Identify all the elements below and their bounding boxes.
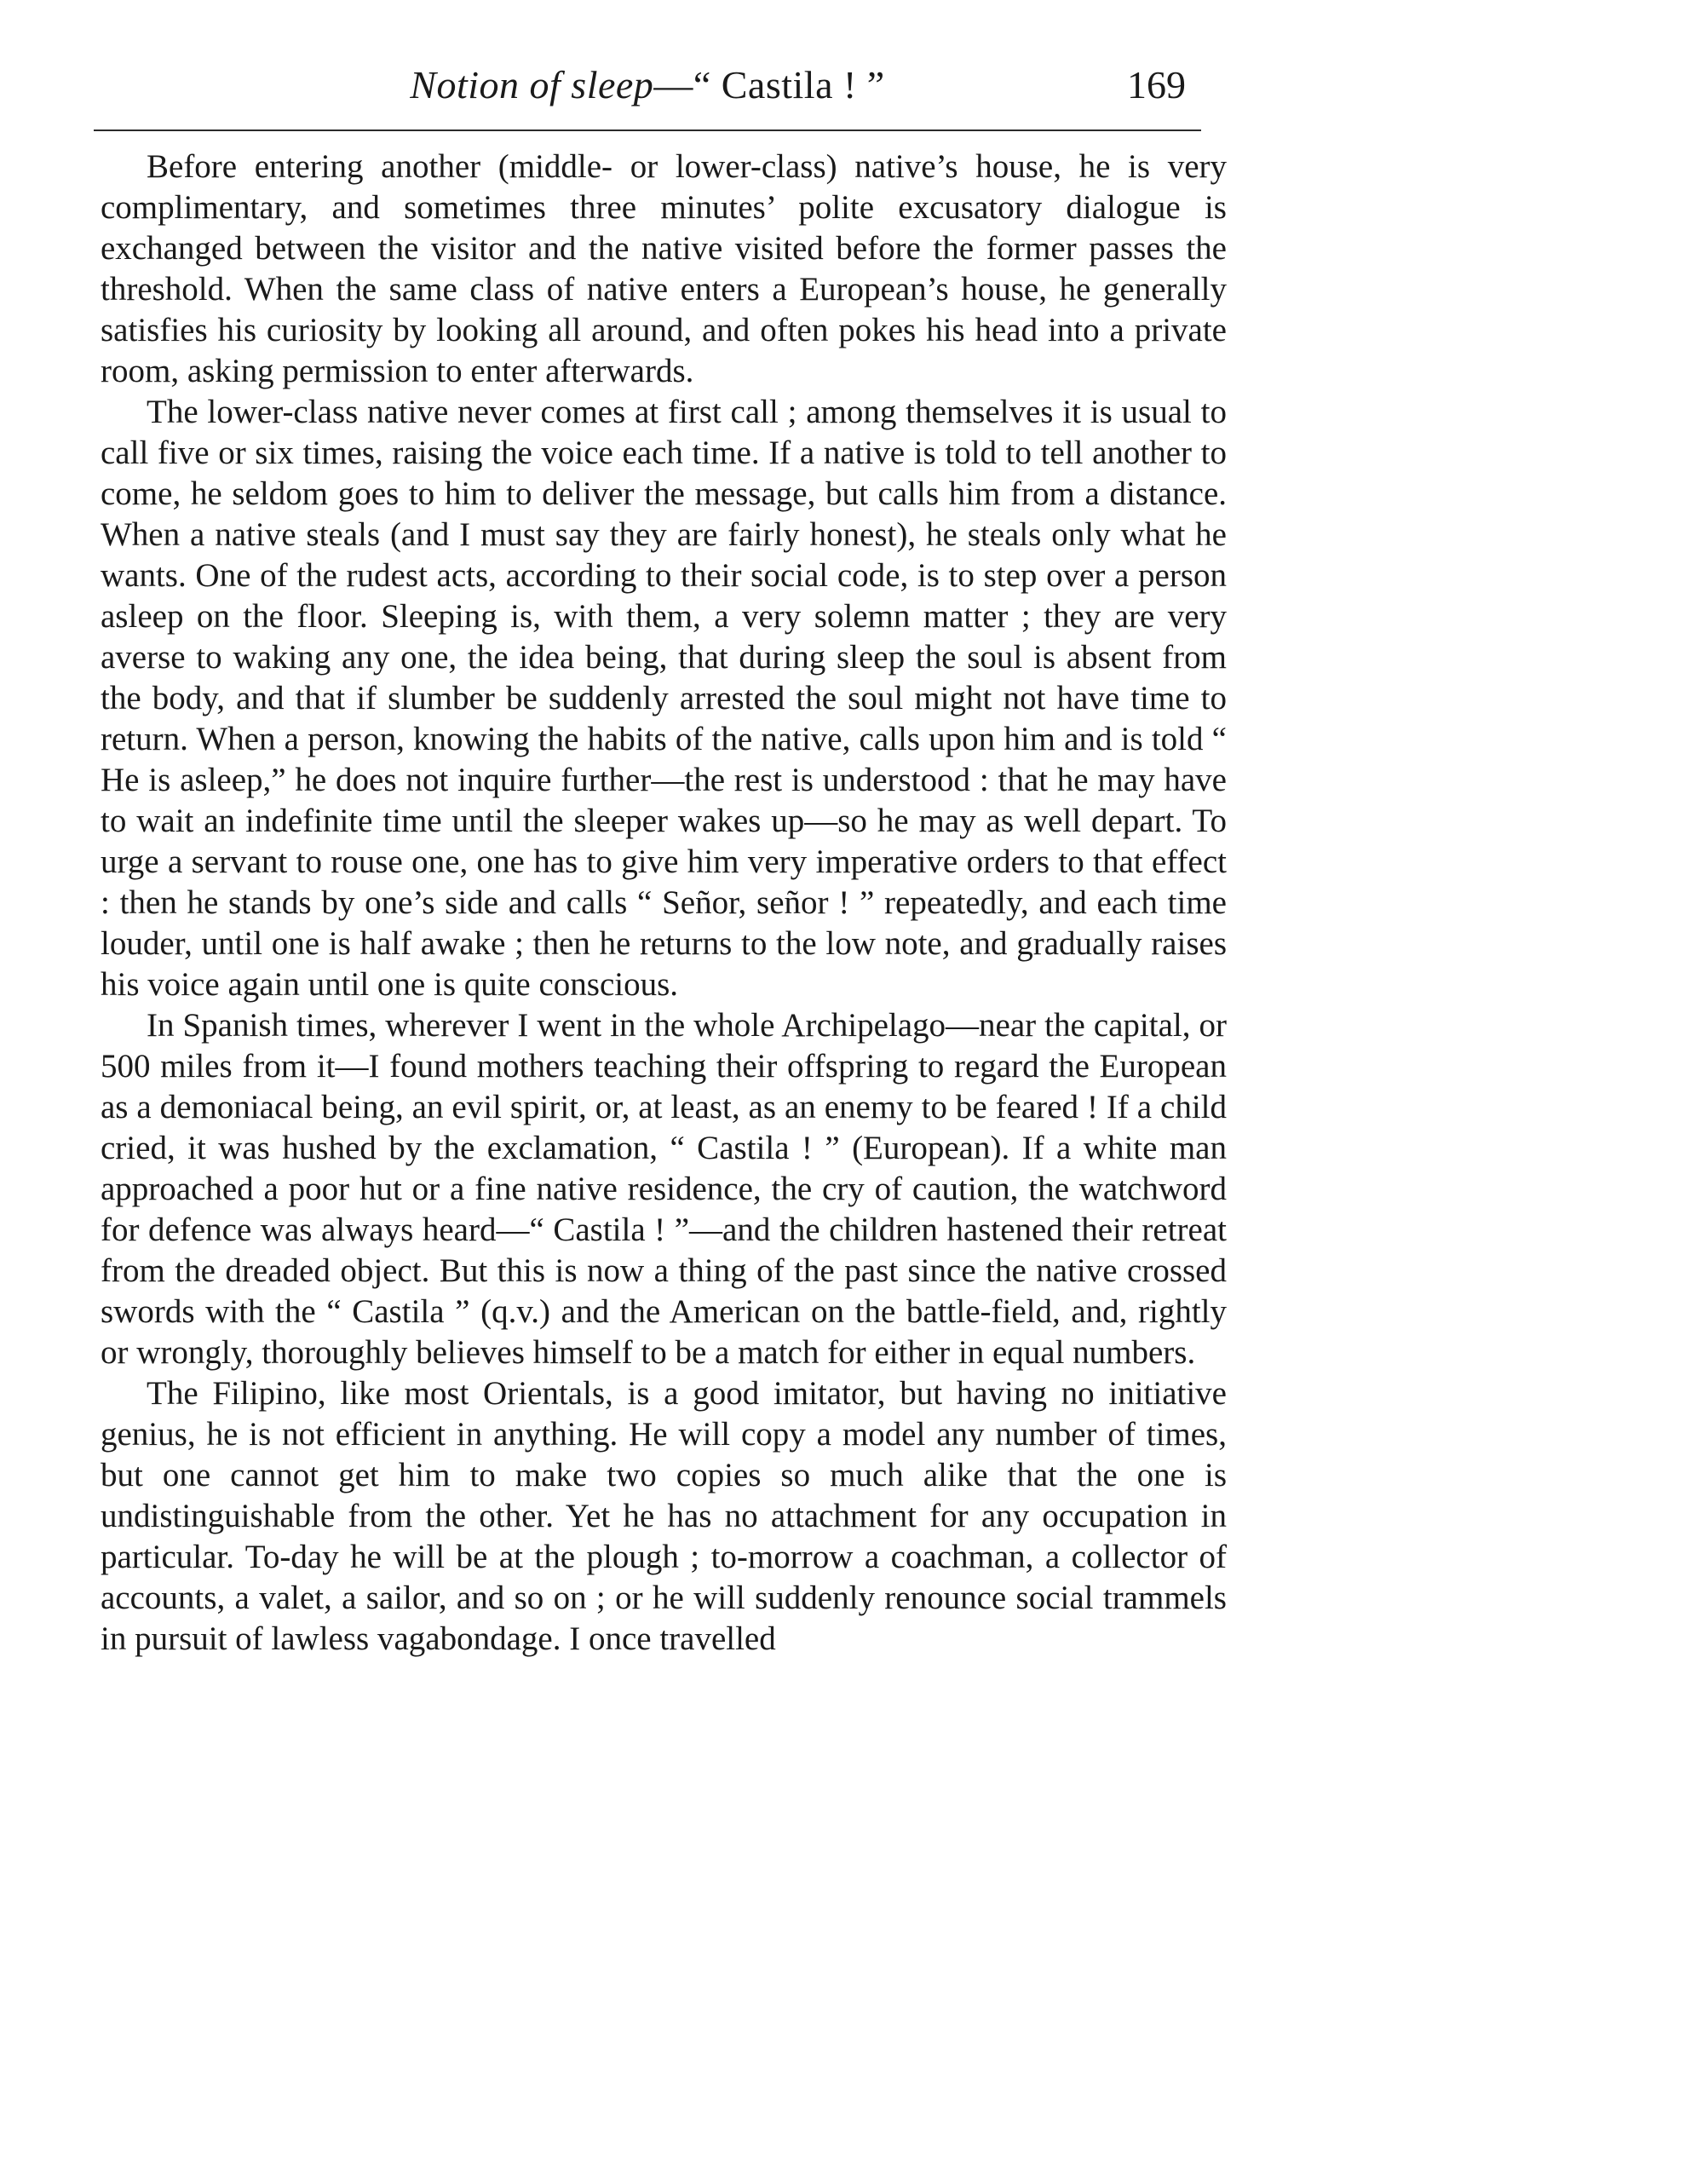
header-rule — [94, 129, 1201, 131]
page-number: 169 — [1127, 63, 1186, 106]
running-header — [94, 44, 1201, 129]
running-title — [94, 44, 1201, 126]
running-title-quote: —“ Castila ! ” — [653, 63, 885, 106]
body-text — [101, 147, 1227, 1660]
paragraph: Before entering another (middle- or lower-class) native’s house, he is very complimentary, and sometimes three minutes’ polite excusatory dialogue is exchanged between the visitor and the native visited before the former passes the threshold. When the same class of native enters a European’s house, he generally satisfies his curiosity by looking all around, and often pokes his head into a private room, asking permission to enter afterwards. — [101, 148, 1227, 389]
paragraph: The lower-class native never comes at first call ; among themselves it is usual to call five or six times, raising the voice each time. If a native is told to tell another to come, he seldom goes to him to deliver the message, but calls him from a distance. When a native steals (and I must say they are fairly honest), he steals only what he wants. One of the rudest acts, according to their social code, is to step over a person asleep on the floor. Sleeping is, with them, a very solemn matter ; they are very averse to waking any one, the idea being, that during sleep the soul is absent from the body, and that if slumber be suddenly arrested the soul might not have time to return. When a person, knowing the habits of the native, calls upon him and is told “ He is asleep,” he does not inquire further—the rest is understood : that he may have to wait an indefinite time until the sleeper wakes up—so he may as well depart. To urge a servant to rouse one, one has to give him very imperative orders to that effect : then he stands by one’s side and calls “ Señor, señor ! ” repeatedly, and each time louder, until one is half awake ; then he returns to the low note, and gradually raises his voice again until one is quite conscious. — [101, 394, 1227, 1003]
running-title-italic: Notion of sleep — [410, 63, 654, 106]
paragraph: The Filipino, like most Orientals, is a good imitator, but having no initiative genius, he is not efficient in anything. He will copy a model any number of times, but one cannot get him to make two copies so much alike that the one is undistinguishable from the other. Yet he has no attachment for any occupation in particular. To-day he will be at the plough ; to-morrow a coachman, a collector of accounts, a valet, a sailor, and so on ; or he will suddenly renounce social trammels in pursuit of lawless vagabondage. I once travelled — [101, 1375, 1227, 1657]
paragraph: In Spanish times, wherever I went in the whole Archipelago—near the capital, or 500 miles from it—I found mothers teaching their offspring to regard the European as a demoniacal being, an evil spirit, or, at least, as an enemy to be feared ! If a child cried, it was hushed by the exclamation, “ Castila ! ” (European). If a white man approached a poor hut or a fine native residence, the cry of caution, the watchword for defence was always heard—“ Castila ! ”—and the children hastened their retreat from the dreaded object. But this is now a thing of the past since the native crossed swords with the “ Castila ” (q.v.) and the American on the battle-field, and, rightly or wrongly, thoroughly believes himself to be a match for either in equal numbers. — [101, 1007, 1227, 1371]
